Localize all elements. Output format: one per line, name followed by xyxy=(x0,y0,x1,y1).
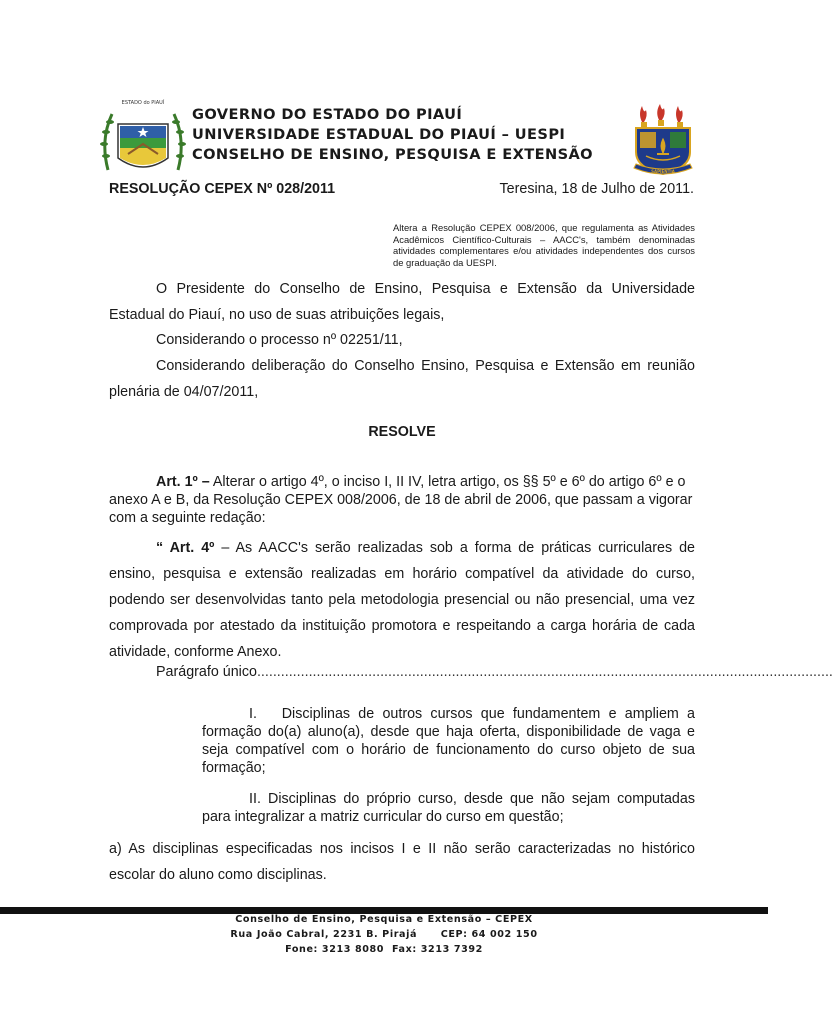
footer-address: Rua João Cabral, 2231 B. Pirajá CEP: 64 002 150 xyxy=(230,929,538,940)
right-seal-motto: SAPIENTIA xyxy=(651,169,675,174)
resolution-number: RESOLUÇÃO CEPEX Nº 028/2011 xyxy=(109,181,336,197)
inciso-1-number: I. xyxy=(249,706,257,722)
dot-leader: ................................................................................................................................................. xyxy=(256,664,833,680)
header-council: CONSELHO DE ENSINO, PESQUISA E EXTENSÃO xyxy=(192,146,593,163)
paragrafo-unico-label: Parágrafo único xyxy=(156,664,257,680)
article-1 xyxy=(109,473,695,527)
inciso-1-text: Disciplinas de outros cursos que fundamentem e ampliem a formação do(a) aluno(a), desde que haja oferta, disponibilidade de vaga e seja compatível com o horário de funcionamento do curso objeto de sua formação; xyxy=(202,706,696,776)
resolve-heading: RESOLVE xyxy=(368,424,436,440)
article-4 xyxy=(109,535,695,665)
inciso-1 xyxy=(202,705,695,777)
article-4-text: – As AACC's serão realizadas sob a forma de práticas curriculares de ensino, pesquisa e extensão realizadas em horário compatível da atividade do curso, podendo ser desenvolvidas tanto pela metodologia presencial ou não presencial, uma vez comprovada por atestado da instituição promotora e respeitando a carga horária de cada atividade, conforme Anexo. xyxy=(109,540,695,660)
article-4-label: “ Art. 4º xyxy=(156,540,215,556)
preamble-paragraph: O Presidente do Conselho de Ensino, Pesquisa e Extensão da Universidade Estadual do Piauí, no uso de suas atribuições legais, xyxy=(109,281,695,323)
article-1-text: Alterar o artigo 4º, o inciso I, II IV, letra artigo, os §§ 5º e 6º do artigo 6º e o anexo A e B, da Resolução CEPEX 008/2006, de 18 de abril de 2006, que passam a vigorar com a seguinte redação: xyxy=(109,474,693,526)
footer-council: Conselho de Ensino, Pesquisa e Extensão – CEPEX xyxy=(235,914,533,925)
uespi-coat-of-arms xyxy=(628,102,698,178)
piaui-state-seal xyxy=(98,100,188,180)
inciso-2-number: II. xyxy=(249,791,261,807)
footer-phone: Fone: 3213 8080 Fax: 3213 7392 xyxy=(285,944,483,955)
article-1-label: Art. 1º – xyxy=(156,474,210,490)
considering-process: Considerando o processo nº 02251/11, xyxy=(156,332,403,348)
header-university: UNIVERSIDADE ESTADUAL DO PIAUÍ – UESPI xyxy=(192,126,566,143)
inciso-2 xyxy=(202,790,695,826)
footer-rule xyxy=(0,907,768,914)
document-date: Teresina, 18 de Julho de 2011. xyxy=(499,181,694,197)
header-government: GOVERNO DO ESTADO DO PIAUÍ xyxy=(192,106,463,123)
inciso-2-text: Disciplinas do próprio curso, desde que não sejam computadas para integralizar a matriz curricular do curso em questão; xyxy=(202,791,695,825)
alinea-a: a) As disciplinas especificadas nos incisos I e II não serão caracterizadas no histórico escolar do aluno como disciplinas. xyxy=(109,841,695,883)
resolution-summary: Altera a Resolução CEPEX 008/2006, que regulamenta as Atividades Acadêmicos Científico-Culturais – AACC's, também denominadas atividades complementares e/ou atividades independentes dos cursos de graduação da UESPI. xyxy=(393,222,695,268)
left-seal-label: ESTADO do PIAUÍ xyxy=(121,100,165,106)
paragrafo-unico xyxy=(156,659,833,685)
considering-deliberation: Considerando deliberação do Conselho Ensino, Pesquisa e Extensão em reunião plenária de 04/07/2011, xyxy=(109,358,695,400)
